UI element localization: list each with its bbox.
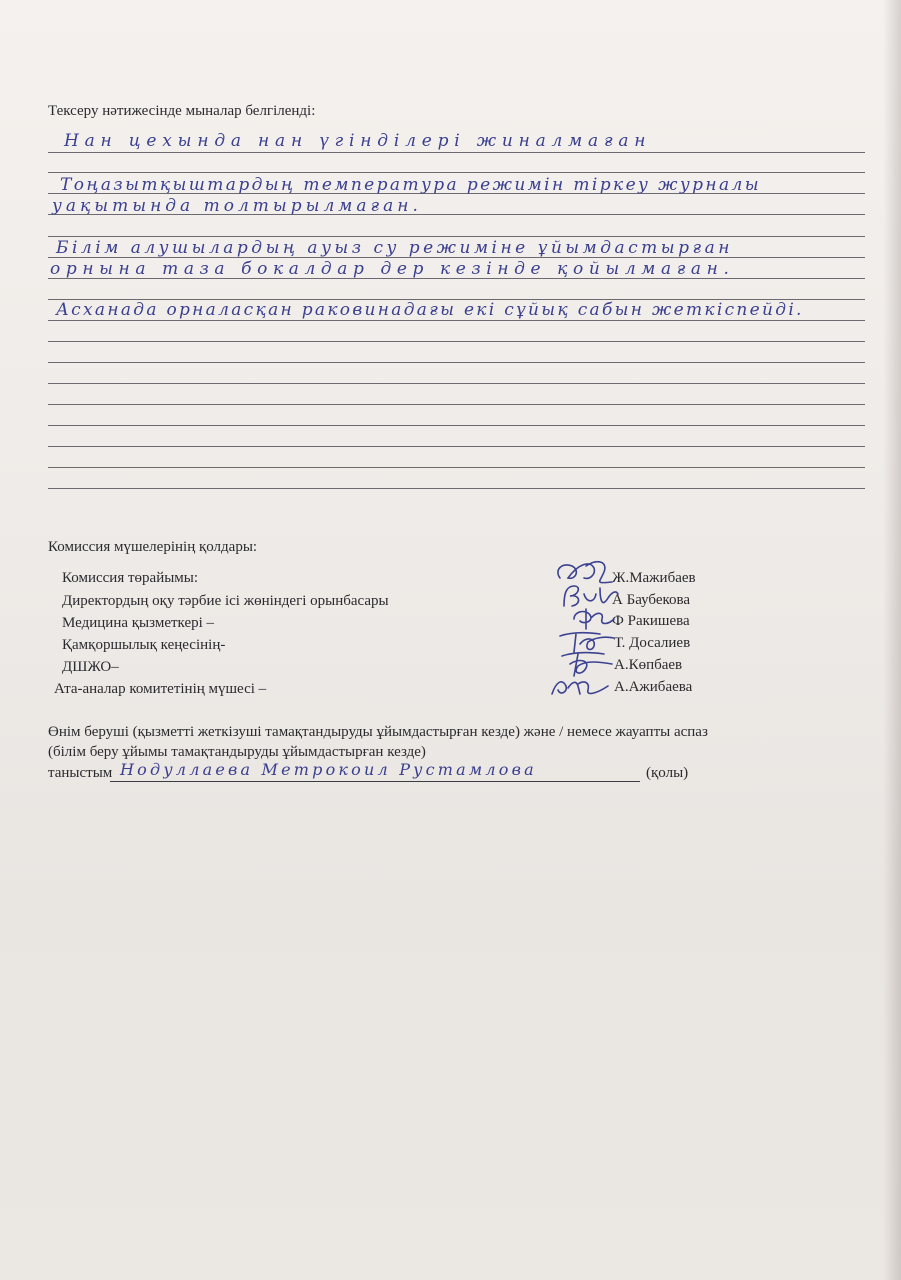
ruled-line: [48, 152, 865, 153]
ruled-line: [48, 320, 865, 321]
signatures-heading: Комиссия мүшелерінің қолдары:: [48, 539, 258, 555]
ruled-line: [48, 446, 865, 447]
member-name: Т. Досалиев: [614, 635, 691, 651]
signature-suffix: (қолы): [646, 765, 689, 781]
member-name: Ж.Мажибаев: [612, 570, 696, 586]
member-role: Директордың оқу тәрбие ісі жөніндегі орынбасары: [62, 593, 389, 609]
member-role: Ата-аналар комитетінің мүшесі –: [54, 681, 267, 697]
handwritten-signature: [548, 672, 612, 702]
page-edge-shadow: [883, 0, 901, 1280]
ruled-line: [48, 383, 865, 384]
finding-text: Асханада орналасқан раковинадағы екі сұйық сабын жеткіспейді.: [56, 300, 804, 320]
member-name: А.Ажибаева: [614, 679, 693, 695]
ruled-line: [48, 425, 865, 426]
signature-line: [110, 781, 640, 782]
familiar-signature: Нодуллаева Метрокоил Рустамлова: [120, 760, 537, 779]
producer-line-1: Өнім беруші (қызметті жеткізуші тамақтандыруды ұйымдастырған кезде) және / немесе жауапты аспаз: [48, 724, 708, 740]
ruled-line: [48, 488, 865, 489]
ruled-line: [48, 236, 865, 237]
ruled-line: [48, 362, 865, 363]
ruled-line: [48, 172, 865, 173]
finding-text: Тоңазытқыштардың температура режимін тіркеу журналы: [60, 175, 761, 195]
member-role: ДШЖО–: [62, 659, 119, 675]
finding-text: орнына таза бокалдар дер кезінде қойылмаған.: [50, 259, 735, 279]
member-role: Қамқоршылық кеңесінің-: [62, 637, 226, 653]
member-role: Медицина қызметкері –: [62, 615, 215, 631]
member-name: А.Көпбаев: [614, 657, 683, 673]
producer-line-2: (білім беру ұйымы тамақтандыруды ұйымдастырған кезде): [48, 744, 426, 760]
member-role: Комиссия төрайымы:: [62, 570, 199, 586]
member-name: Ф Ракишева: [612, 613, 690, 629]
member-name: А Баубекова: [612, 592, 691, 608]
familiar-label: таныстым: [48, 765, 113, 781]
ruled-line: [48, 467, 865, 468]
finding-text: Нан цехында нан үгінділері жиналмаған: [64, 131, 652, 151]
ruled-line: [48, 404, 865, 405]
findings-heading: Тексеру нәтижесінде мыналар белгіленді:: [48, 103, 316, 119]
ruled-line: [48, 341, 865, 342]
finding-text: уақытында толтырылмаған.: [52, 196, 422, 216]
finding-text: Білім алушылардың ауыз су режиміне ұйымдастырған: [56, 238, 733, 258]
